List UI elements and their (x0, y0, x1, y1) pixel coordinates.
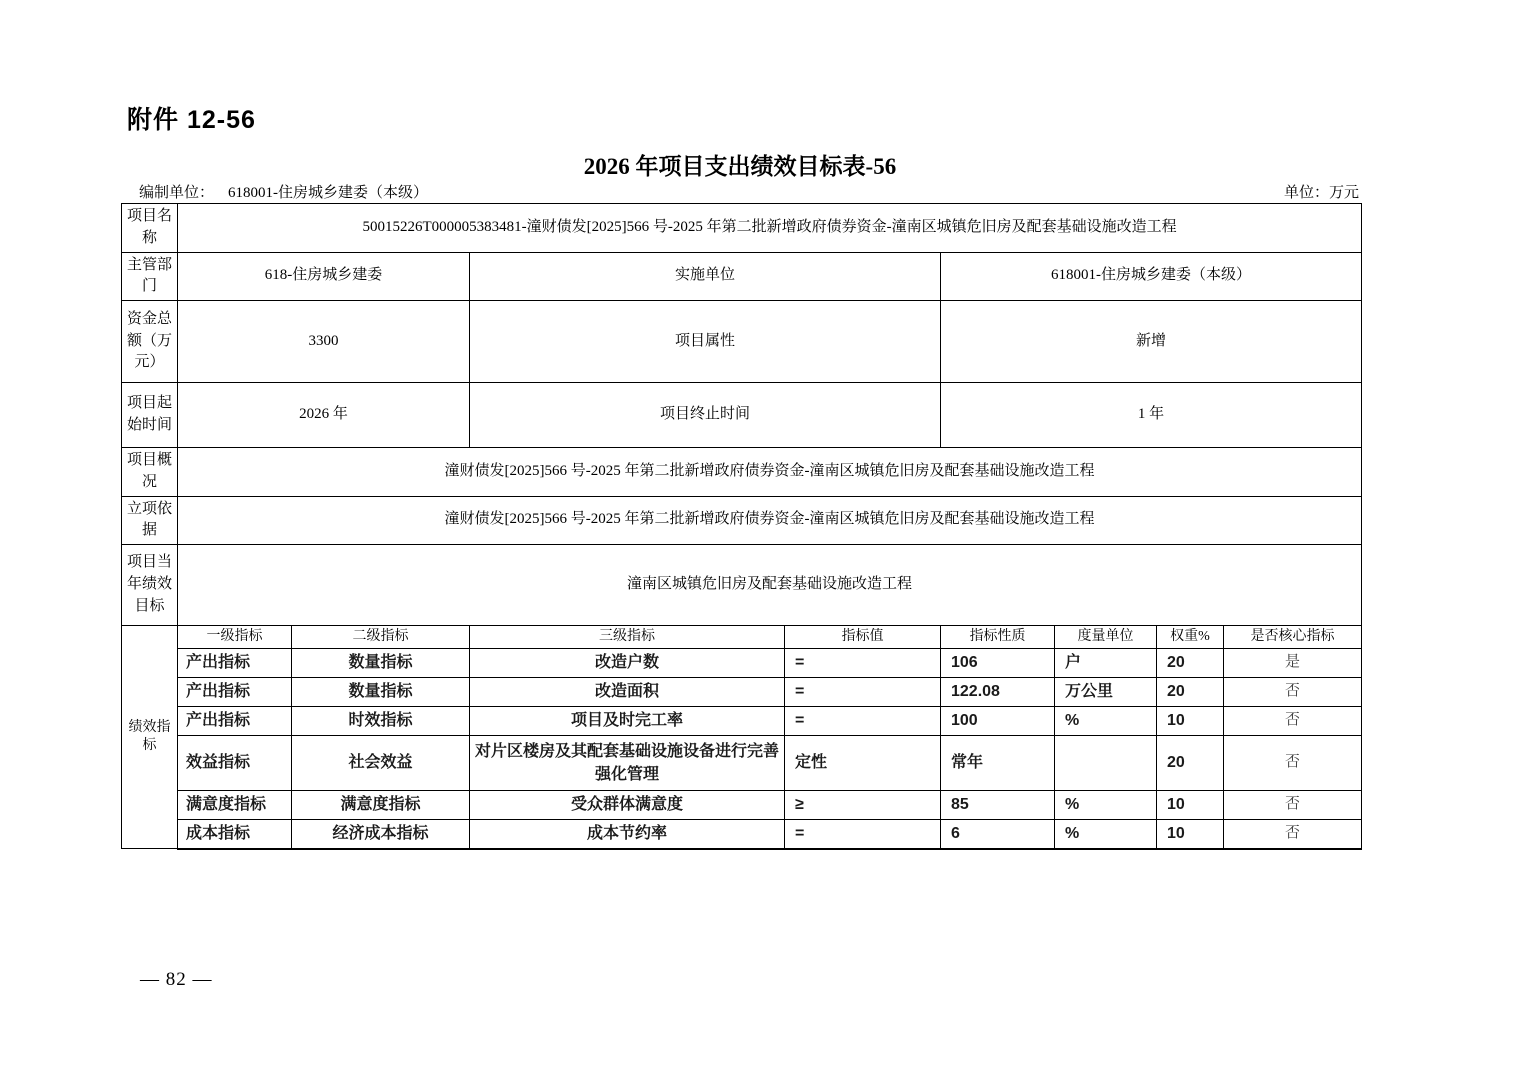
indicator-cell: 10 (1157, 820, 1224, 849)
indicator-cell: 122.08 (941, 678, 1055, 707)
indicator-cell: 成本节约率 (470, 820, 785, 849)
col-header-value: 指标值 (785, 626, 941, 649)
indicator-cell: = (785, 649, 941, 678)
indicator-cell: 项目及时完工率 (470, 707, 785, 736)
implementing-unit-value: 618001-住房城乡建委（本级） (941, 252, 1362, 301)
end-time-label: 项目终止时间 (470, 383, 941, 448)
indicator-row (122, 736, 1362, 791)
page-number: — 82 — (140, 969, 213, 990)
department-value: 618-住房城乡建委 (178, 252, 470, 301)
table-row (122, 496, 1362, 545)
indicator-cell: 效益指标 (178, 736, 292, 791)
indicator-cell: 满意度指标 (178, 791, 292, 820)
col-header-unit: 度量单位 (1055, 626, 1157, 649)
table-row (122, 448, 1362, 497)
indicator-cell: 否 (1224, 707, 1362, 736)
indicator-cell: 数量指标 (292, 649, 470, 678)
indicator-cell: 改造户数 (470, 649, 785, 678)
indicator-cell: 社会效益 (292, 736, 470, 791)
prepared-by-value: 618001-住房城乡建委（本级） (228, 185, 429, 201)
table-row (122, 204, 1362, 253)
indicator-cell: 成本指标 (178, 820, 292, 849)
col-header-level3: 三级指标 (470, 626, 785, 649)
indicator-cell: 数量指标 (292, 678, 470, 707)
page-title: 2026 年项目支出绩效目标表-56 (583, 154, 897, 179)
indicator-cell: 20 (1157, 649, 1224, 678)
col-header-level1: 一级指标 (178, 626, 292, 649)
col-header-level2: 二级指标 (292, 626, 470, 649)
table-row (122, 545, 1362, 626)
indicator-cell: 否 (1224, 678, 1362, 707)
table-row (122, 252, 1362, 301)
indicator-cell: % (1055, 820, 1157, 849)
unit-label: 单位：万元 (1283, 185, 1359, 201)
indicator-cell: 产出指标 (178, 678, 292, 707)
row-label-total-funds: 资金总额（万元） (122, 301, 178, 383)
indicator-cell: 定性 (785, 736, 941, 791)
indicator-cell: 万公里 (1055, 678, 1157, 707)
indicator-cell: = (785, 707, 941, 736)
indicator-cell: 是 (1224, 649, 1362, 678)
total-funds-value: 3300 (178, 301, 470, 383)
row-label-start-time: 项目起始时间 (122, 383, 178, 448)
end-time-value: 1 年 (941, 383, 1362, 448)
indicator-cell: 否 (1224, 791, 1362, 820)
prepared-by (139, 181, 428, 202)
indicator-cell: 户 (1055, 649, 1157, 678)
indicator-cell: 6 (941, 820, 1055, 849)
indicator-cell: 常年 (941, 736, 1055, 791)
table-row (122, 383, 1362, 448)
indicator-row (122, 791, 1362, 820)
indicator-cell: 20 (1157, 678, 1224, 707)
meta-line (121, 181, 1361, 203)
indicator-cell: 10 (1157, 791, 1224, 820)
project-attribute-value: 新增 (941, 301, 1362, 383)
indicator-cell: % (1055, 791, 1157, 820)
attachment-label: 附件 12-56 (127, 106, 256, 134)
indicator-cell: 100 (941, 707, 1055, 736)
indicator-cell: 产出指标 (178, 649, 292, 678)
row-label-performance-indicators: 绩效指标 (122, 626, 178, 849)
indicator-header-row (122, 626, 1362, 649)
annual-target-value: 潼南区城镇危旧房及配套基础设施改造工程 (178, 545, 1362, 626)
indicator-cell: 10 (1157, 707, 1224, 736)
row-label-project-name: 项目名称 (122, 204, 178, 253)
indicator-cell: 85 (941, 791, 1055, 820)
start-time-value: 2026 年 (178, 383, 470, 448)
indicator-cell: ≥ (785, 791, 941, 820)
indicator-cell: 106 (941, 649, 1055, 678)
overview-value: 潼财债发[2025]566 号-2025 年第二批新增政府债券资金-潼南区城镇危旧房及配套基础设施改造工程 (178, 448, 1362, 497)
indicator-row (122, 820, 1362, 849)
project-name-value: 50015226T000005383481-潼财债发[2025]566 号-2025 年第二批新增政府债券资金-潼南区城镇危旧房及配套基础设施改造工程 (178, 204, 1362, 253)
indicator-cell (1055, 736, 1157, 791)
indicator-cell: 受众群体满意度 (470, 791, 785, 820)
basis-value: 潼财债发[2025]566 号-2025 年第二批新增政府债券资金-潼南区城镇危旧房及配套基础设施改造工程 (178, 496, 1362, 545)
indicator-cell: 时效指标 (292, 707, 470, 736)
col-header-nature: 指标性质 (941, 626, 1055, 649)
indicator-row (122, 678, 1362, 707)
row-label-overview: 项目概况 (122, 448, 178, 497)
indicator-cell: = (785, 678, 941, 707)
performance-target-table (121, 203, 1362, 850)
indicator-cell: 改造面积 (470, 678, 785, 707)
indicator-cell: 满意度指标 (292, 791, 470, 820)
row-label-annual-target: 项目当年绩效目标 (122, 545, 178, 626)
indicator-cell: 否 (1224, 736, 1362, 791)
row-label-department: 主管部门 (122, 252, 178, 301)
implementing-unit-label: 实施单位 (470, 252, 941, 301)
col-header-weight: 权重% (1157, 626, 1224, 649)
prepared-by-label: 编制单位： (139, 185, 215, 201)
row-label-basis: 立项依据 (122, 496, 178, 545)
table-row (122, 301, 1362, 383)
indicator-cell: 否 (1224, 820, 1362, 849)
indicator-cell: 产出指标 (178, 707, 292, 736)
indicator-row (122, 707, 1362, 736)
project-attribute-label: 项目属性 (470, 301, 941, 383)
indicator-row (122, 649, 1362, 678)
indicator-cell: 对片区楼房及其配套基础设施设备进行完善强化管理 (470, 736, 785, 791)
indicator-cell: 经济成本指标 (292, 820, 470, 849)
col-header-core: 是否核心指标 (1224, 626, 1362, 649)
indicator-cell: 20 (1157, 736, 1224, 791)
indicator-cell: % (1055, 707, 1157, 736)
indicator-cell: = (785, 820, 941, 849)
